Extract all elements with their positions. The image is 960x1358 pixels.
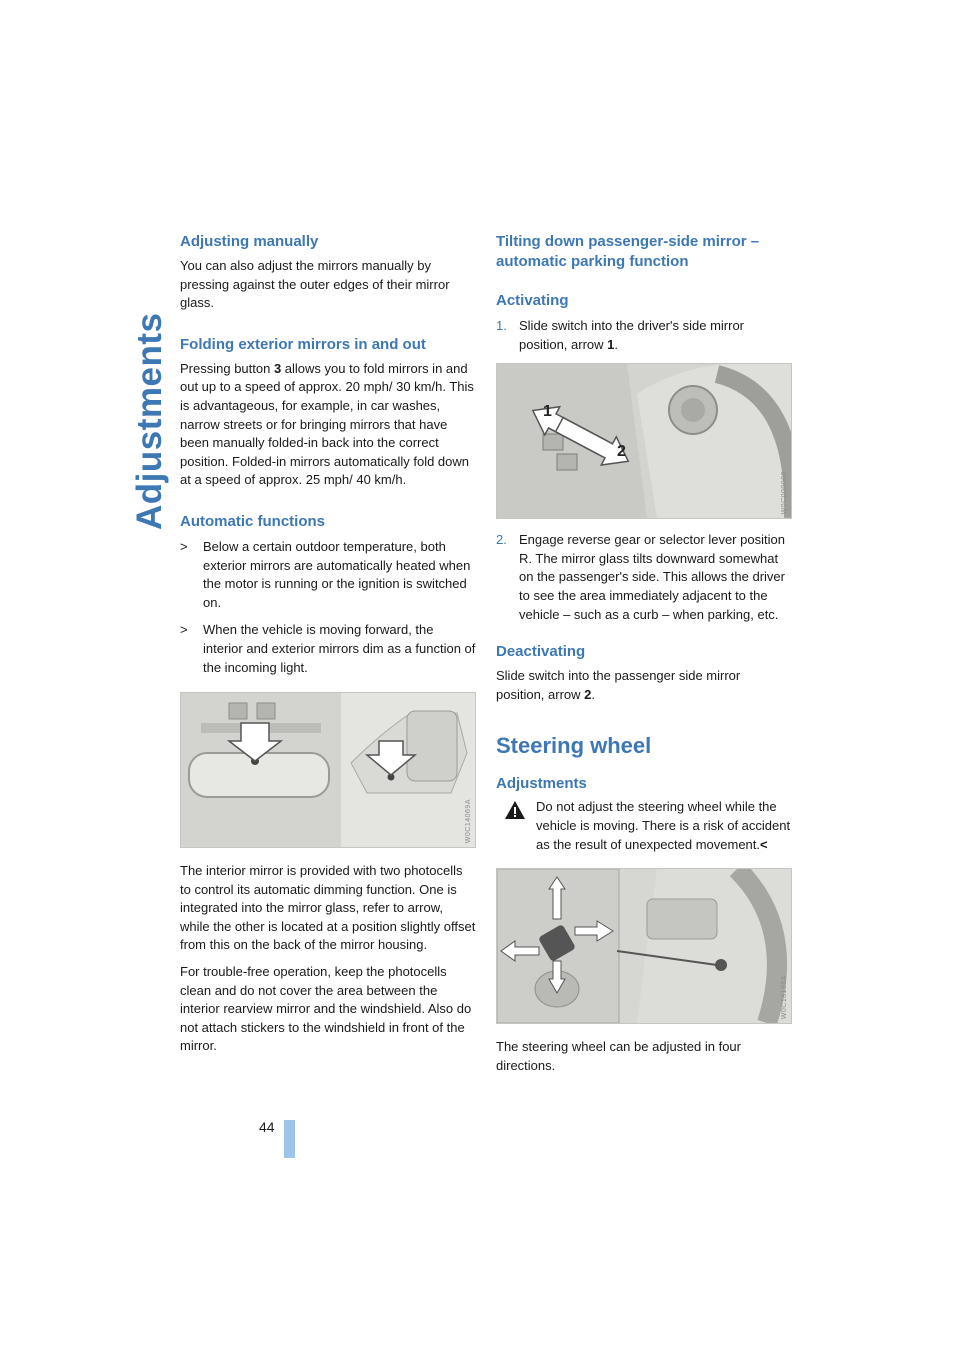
- right-column: [496, 232, 792, 1075]
- figure-mirror-switch: [496, 363, 792, 519]
- heading-adjusting-manually: Adjusting manually: [180, 233, 319, 250]
- steering-text: The steering wheel can be adjusted in four directions.: [496, 1039, 741, 1073]
- figure-id: W0C14069A: [465, 798, 472, 844]
- folding-text: Pressing button 3 allows you to fold mirrors in and out up to a speed of approx. 20 mph/ 30 km/h. This is advantageous, for example, in car washes, narrow streets or for bringing mirrors that have been manually folded-in back into the correct position. Folded-in mirrors automatically fold down at a speed of approx. 25 mph/ 40 km/h.: [180, 360, 474, 488]
- figure-id: W0C000006: [781, 470, 788, 515]
- heading-automatic-functions: Automatic functions: [180, 512, 325, 530]
- heading-deactivating: Deactivating: [496, 643, 586, 661]
- list-item: > When the vehicle is moving forward, the interior and exterior mirrors dim as a function of the incoming light.: [180, 622, 476, 675]
- steering-lever-illustration: [497, 869, 792, 1023]
- list-item: > Below a certain outdoor temperature, both exterior mirrors are automatically heated when the motor is running or the ignition is switched on.: [180, 538, 471, 610]
- arrow-label-1: 1: [543, 403, 552, 421]
- section-title: Adjustments: [130, 312, 169, 530]
- warning-text: Do not adjust the steering wheel while the vehicle is moving. There is a risk of accident as the result of unexpected movement.<: [536, 799, 791, 852]
- left-column: [180, 232, 476, 1056]
- heading-folding-mirrors: Folding exterior mirrors in and out: [180, 335, 426, 353]
- trouble-free-text: For trouble-free operation, keep the photocells clean and do not cover the area between the interior rearview mirror and the windshield. Also do not attach stickers to the windshield in front of the mirror.: [180, 964, 472, 1054]
- page-marker: [284, 1120, 295, 1158]
- photocell-text: The interior mirror is provided with two photocells to control its automatic dimming function. One is integrated into the mirror glass, refer to arrow, while the other is located at a position slightly offset from this on the back of the mirror housing.: [180, 863, 476, 953]
- deactivating-text: Slide switch into the passenger side mirror position, arrow 2.: [496, 668, 741, 702]
- list-item: 1. Slide switch into the driver's side mirror position, arrow 1.: [496, 318, 744, 352]
- button-ref: 3: [273, 360, 282, 376]
- warning-icon: [504, 800, 526, 820]
- arrow-label-2: 2: [617, 443, 626, 461]
- figure-interior-mirror: [180, 692, 476, 848]
- heading-tilting-mirror: Tilting down passenger-side mirror – automatic parking function: [496, 233, 760, 270]
- list-item: 2. Engage reverse gear or selector lever position R. The mirror glass tilts downward somewhat on the passenger's side. This allows the driver to see the area immediately adjacent to the vehicle – such as a curb – when parking, etc.: [496, 532, 785, 622]
- heading-steering-wheel: Steering wheel: [496, 733, 652, 759]
- mirror-switch-illustration: [497, 364, 792, 518]
- heading-adjustments: Adjustments: [496, 775, 587, 793]
- warning-note: [496, 798, 792, 854]
- figure-id: W0C18196A: [781, 974, 788, 1020]
- heading-activating: Activating: [496, 292, 569, 309]
- figure-steering-lever: [496, 868, 792, 1024]
- adjusting-manually-text: You can also adjust the mirrors manually by pressing against the outer edges of their mirror glass.: [180, 258, 450, 311]
- page-number: 44: [259, 1119, 275, 1135]
- interior-mirror-illustration: [181, 693, 476, 847]
